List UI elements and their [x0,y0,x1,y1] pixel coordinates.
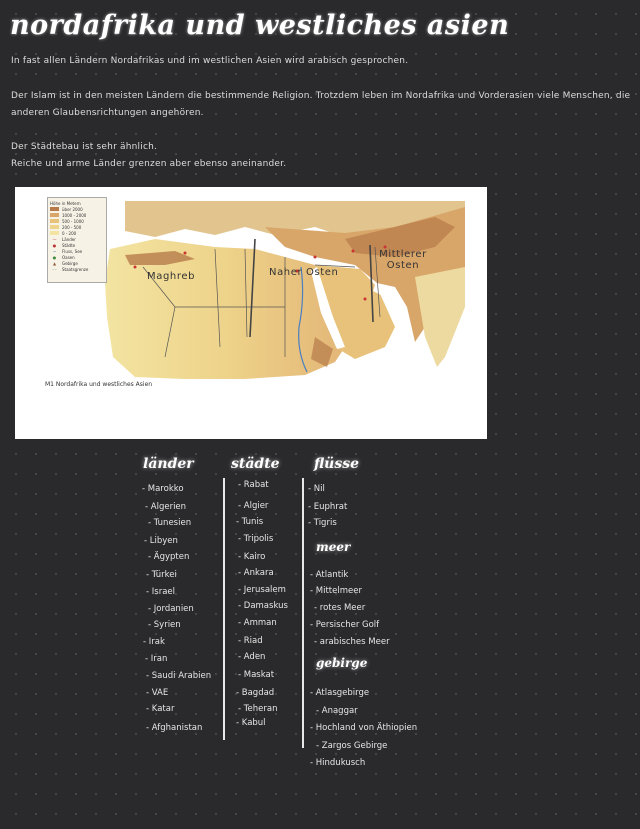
list-item-meer: - arabisches Meer [314,637,390,647]
legend-symbol-label: Städte [62,242,76,248]
list-item-stadt: - Damaskus [238,601,288,611]
list-item-fluss: - Euphrat [308,502,348,512]
list-item-stadt: - Aden [238,652,266,662]
region-label-naher-osten: Naher Osten [269,267,339,278]
intro-text-line-5: Reiche und arme Länder grenzen aber ebenso aneinander. [11,159,287,169]
list-item-land: - Afghanistan [146,723,203,733]
region-label-maghreb: Maghreb [147,271,196,282]
list-item-land: - Marokko [142,484,184,494]
legend-symbol: — Länder [52,236,76,242]
list-item-stadt: - Ankara [238,568,274,578]
list-item-stadt: - Teheran [238,704,278,714]
legend-symbol-label: Oasen [62,254,75,260]
list-item-meer: - Mittelmeer [310,586,362,596]
heading-laender: länder [143,456,194,472]
legend-symbol-label: Fluss, See [62,248,83,254]
city-marker [184,252,187,255]
list-item-stadt: - Bagdad [236,688,275,698]
list-item-meer: - Atlantik [310,570,349,580]
map-caption: M1 Nordafrika und westliches Asien [45,381,153,388]
city-marker [364,298,367,301]
heading-meer: meer [316,540,351,554]
map-image [15,187,487,439]
page-title: nordafrika und westliches asien [10,10,510,41]
legend-symbol-label: Staatsgrenze [62,266,89,272]
legend-symbol: ● Städte [52,242,76,248]
list-item-stadt: - Jerusalem [238,585,286,595]
city-marker [352,250,355,253]
intro-text-line-3: anderen Glaubensrichtungen angehören. [11,108,204,118]
legend-symbol: ▲ Gebirge [52,260,78,266]
list-item-stadt: - Algier [238,501,269,511]
list-item-fluss: - Tigris [308,518,337,528]
list-item-land: - Libyen [144,536,178,546]
list-item-stadt: - Amman [238,618,277,628]
list-item-land: - Irak [143,637,165,647]
list-item-land: - Saudi Arabien [146,671,212,681]
list-item-land: - Iran [145,654,168,664]
heading-fluesse: flüsse [314,456,360,472]
list-item-land: - Algerien [145,502,187,512]
list-item-stadt: - Kairo [238,552,266,562]
intro-text-line-2: Der Islam ist in den meisten Ländern die bestimmende Religion. Trotzdem leben im Nordafrika und Vorderasien viele Menschen, die [11,91,631,101]
list-item-gebirge: - Zargos Gebirge [316,741,388,751]
list-item-land: - Türkei [146,570,177,580]
list-item-stadt: - Maskat [238,670,275,680]
legend-band-label: 500 - 1000 [62,218,84,224]
list-item-gebirge: - Hochland von Äthiopien [310,723,418,733]
list-item-land: - Syrien [148,620,181,630]
list-item-land: - Tunesien [148,518,192,528]
legend-band-label: 0 - 200 [62,230,77,236]
list-item-land: - Israel [146,587,175,597]
list-item-gebirge: - Anaggar [316,706,358,716]
list-item-land: - Katar [146,704,175,714]
legend-symbol-label: Länder [62,236,76,242]
city-marker [314,256,317,259]
list-item-land: - VAE [146,688,169,698]
map-legend [47,197,107,283]
list-item-land: - Ägypten [148,552,190,562]
legend-symbol: - - Staatsgrenze [52,266,89,272]
list-item-stadt: - Rabat [238,480,269,490]
legend-symbol: ~ Fluss, See [52,248,83,254]
list-item-gebirge: - Atlasgebirge [310,688,370,698]
list-item-fluss: - Nil [308,484,325,494]
list-item-meer: - Persischer Golf [310,620,380,630]
legend-symbol-label: Gebirge [62,260,78,266]
list-item-meer: - rotes Meer [314,603,366,613]
list-item-stadt: - Tripolis [238,534,274,544]
list-item-stadt: - Kabul [236,718,266,728]
legend-band-label: über 2000 [62,206,83,212]
legend-band-label: 1000 - 2000 [62,212,87,218]
list-item-gebirge: - Hindukusch [310,758,366,768]
list-item-stadt: - Riad [238,636,263,646]
heading-gebirge: gebirge [316,656,368,670]
column-divider [223,478,225,740]
heading-staedte: städte [231,456,280,472]
legend-symbol: ● Oasen [52,254,75,260]
region-label-mittlerer-osten: Mittlerer Osten [379,249,427,271]
legend-title: Höhe in Metern [50,200,81,206]
intro-text-line-1: In fast allen Ländern Nordafrikas und im westlichen Asien wird arabisch gesprochen. [11,56,409,66]
column-divider [302,478,304,748]
city-marker [134,266,137,269]
list-item-stadt: - Tunis [236,517,264,527]
list-item-land: - Jordanien [148,604,194,614]
intro-text-line-4: Der Städtebau ist sehr ähnlich. [11,142,158,152]
legend-band-label: 200 - 500 [62,224,82,230]
